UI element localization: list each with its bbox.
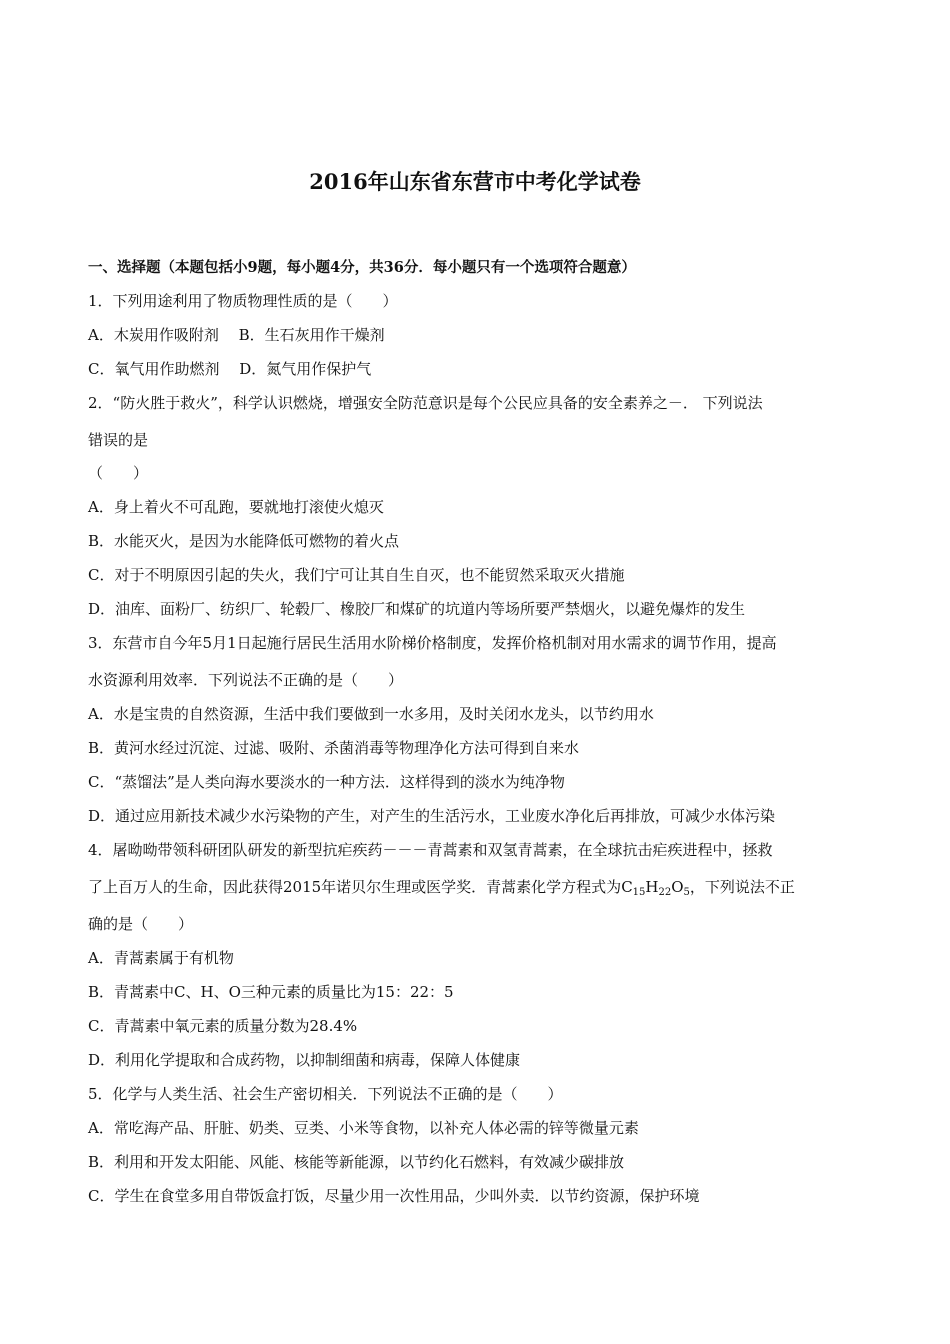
question-4-option-b: B．青蒿素中C、H、O三种元素的质量比为15：22：5 bbox=[88, 983, 454, 1001]
question-4-option-c: C．青蒿素中氧元素的质量分数为28.4% bbox=[88, 1017, 358, 1035]
question-4-stem-text-end: ，下列说法不正 bbox=[689, 878, 795, 896]
page-title: 2016年山东省东营市中考化学试卷 bbox=[309, 169, 641, 194]
question-1-options-ab: A．木炭用作吸附剂 B．生石灰用作干燥剂 bbox=[88, 326, 385, 344]
question-4-option-d: D．利用化学提取和合成药物，以抑制细菌和病毒，保障人体健康 bbox=[88, 1051, 521, 1069]
question-5-stem: 5．化学与人类生活、社会生产密切相关．下列说法不正确的是（ ） bbox=[88, 1085, 563, 1103]
question-2-option-b: B．水能灭火，是因为水能降低可燃物的着火点 bbox=[88, 532, 400, 550]
question-3-option-d: D．通过应用新技术减少水污染物的产生，对产生的生活污水，工业废水净化后再排放，可减少水体污染 bbox=[88, 807, 776, 825]
question-5-option-c: C．学生在食堂多用自带饭盒打饭，尽量少用一次性用品，少叫外卖．以节约资源，保护环境 bbox=[88, 1187, 700, 1205]
question-4-stem-cont bbox=[88, 877, 868, 897]
question-2-stem-cont: 错误的是 bbox=[88, 431, 149, 449]
question-2-option-d: D．油库、面粉厂、纺织厂、轮毂厂、橡胶厂和煤矿的坑道内等场所要严禁烟火，以避免爆炸的发生 bbox=[88, 600, 746, 618]
question-5-option-b: B．利用和开发太阳能、风能、核能等新能源，以节约化石燃料，有效减少碳排放 bbox=[88, 1153, 625, 1171]
question-2-option-c: C．对于不明原因引起的失火，我们宁可让其自生自灭，也不能贸然采取灭火措施 bbox=[88, 566, 625, 584]
question-4-option-a: A．青蒿素属于有机物 bbox=[88, 949, 234, 967]
question-2-option-a: A．身上着火不可乱跑，要就地打滚使火熄灭 bbox=[88, 498, 384, 516]
question-4-stem: 4．屠呦呦带领科研团队研发的新型抗疟疾药－－－青蒿素和双氢青蒿素，在全球抗击疟疾进程中，拯救 bbox=[88, 841, 773, 859]
question-1-options-cd: C．氧气用作助燃剂 D．氮气用作保护气 bbox=[88, 360, 372, 378]
question-2-blank: （ ） bbox=[88, 464, 149, 482]
question-3-stem: 3．东营市自今年5月1日起施行居民生活用水阶梯价格制度，发挥价格机制对用水需求的调节作用，提高 bbox=[88, 634, 777, 652]
question-2-stem: 2．“防火胜于救火”，科学认识燃烧，增强安全防范意识是每个公民应具备的安全素养之－． 下列说法 bbox=[88, 394, 763, 412]
section-heading: 一、选择题（本题包括小9题，每小题4分，共36分．每小题只有一个选项符合题意） bbox=[88, 259, 636, 276]
question-3-stem-cont: 水资源利用效率．下列说法不正确的是（ ） bbox=[88, 671, 404, 689]
question-3-option-a: A．水是宝贵的自然资源，生活中我们要做到一水多用，及时关闭水龙头，以节约用水 bbox=[88, 705, 654, 723]
question-4-stem-end: 确的是（ ） bbox=[88, 915, 194, 933]
chemical-formula: $C_{15}H_{22}O_5$ bbox=[621, 878, 690, 898]
question-1-stem: 1．下列用途利用了物质物理性质的是（ ） bbox=[88, 292, 398, 310]
question-5-option-a: A．常吃海产品、肝脏、奶类、豆类、小米等食物，以补充人体必需的锌等微量元素 bbox=[88, 1119, 639, 1137]
question-3-option-c: C．“蒸馏法”是人类向海水要淡水的一种方法．这样得到的淡水为纯净物 bbox=[88, 773, 565, 791]
question-4-stem-text: 了上百万人的生命，因此获得2015年诺贝尔生理或医学奖．青蒿素化学方程式为 bbox=[88, 878, 622, 896]
question-3-option-b: B．黄河水经过沉淀、过滤、吸附、杀菌消毒等物理净化方法可得到自来水 bbox=[88, 739, 580, 757]
